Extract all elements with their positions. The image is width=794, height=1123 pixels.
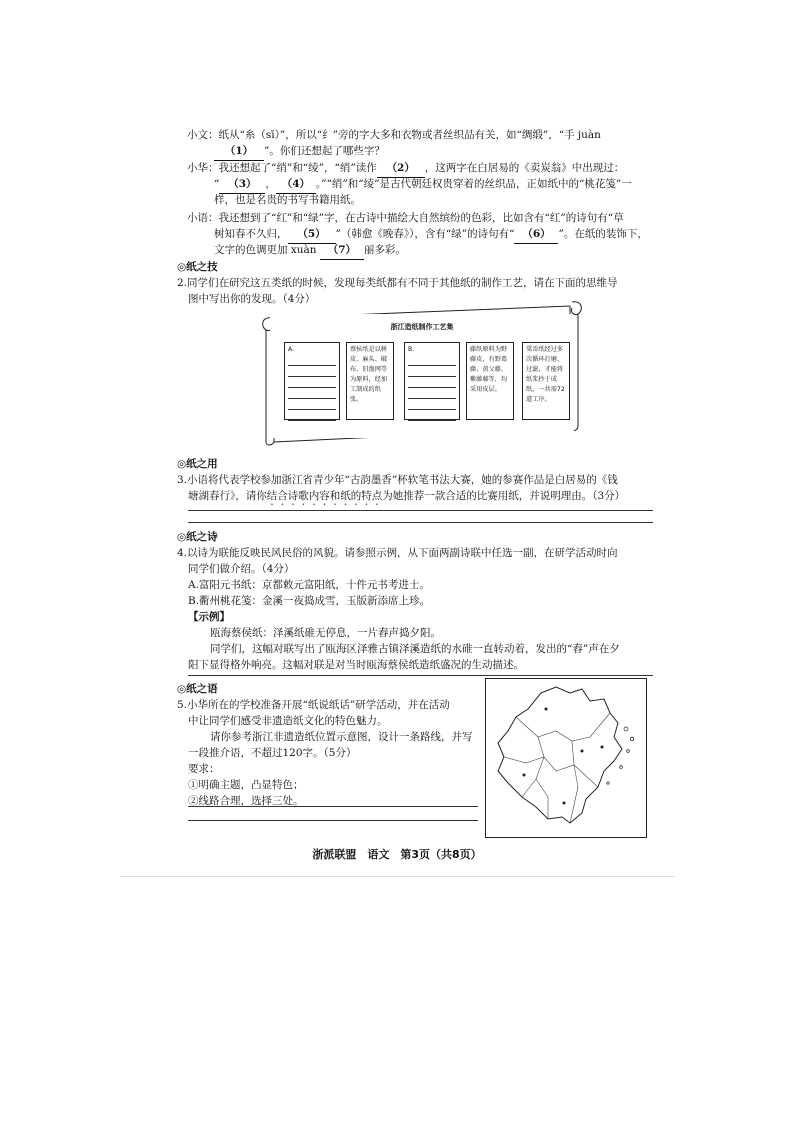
section-zhi-zhi-shi: ◎纸之诗 (177, 531, 218, 543)
q3-line-1: 3.小语将代表学校参加浙江省青少年“古韵墨香”杯软笔书法大赛，她的参赛作品是白居易的《钱 (177, 474, 618, 486)
blank-6: （6） (514, 226, 558, 244)
blank-3: （3） (219, 176, 265, 194)
q4-option-a: A.富阳元书纸：京都敕元富阳纸，十件元书考进士。 (188, 579, 430, 591)
blank-5: （5） (288, 226, 336, 244)
mind-map-title: 浙江造纸制作工艺集 (390, 323, 454, 331)
q4-line-1: 4.以诗为联能反映民风民俗的风貌。请参照示例，从下面两副诗联中任选一副，在研学活动时向 (177, 547, 618, 559)
answer-line-q4[interactable] (188, 675, 653, 676)
card-b-label: B. (408, 346, 415, 353)
q5-line-1: 5.小华所在的学校准备开展“纸说纸话”研学活动，并在活动 (177, 699, 450, 711)
card-caihou-paper: 蔡侯纸是以树皮、麻头、破布、旧渔网等为原料，经加工制成的纸张。 (346, 342, 394, 420)
page-footer: 浙派联盟 语文 第3页（共8页） (312, 848, 482, 861)
xiaohua-line-1: 小华：我还想起了“绡”和“绫”，“绡”读作 （2） ，这两字在白居易的《卖炭翁》中出现过： (187, 160, 624, 178)
q2-line-1: 2.同学们在研究这五类纸的时候，发现每类纸都有不同于其他纸的制作工艺，请在下面的思维导 (177, 277, 618, 289)
answer-line-q5-2[interactable] (188, 820, 478, 821)
section-zhi-zhi-ji: ◎纸之技 (177, 261, 218, 273)
card-teng-paper: 藤纸原料为野藤皮，有野葛藤、黄父藤、紫藤藤等，均采用皮层。 (466, 342, 514, 420)
q5-requirement-1: ①明确主题，凸显特色； (188, 779, 304, 791)
scroll-body (270, 314, 574, 438)
card-a-blank[interactable] (284, 342, 340, 420)
xiaoyu-line-2: 树知春不久归， （5） ”（韩愈《晚春》），含有“绿”的诗句有“ （6） ”。在纸的装饰下， (214, 226, 648, 244)
blank-2: （2） (377, 160, 425, 178)
answer-line-q3-1[interactable] (188, 510, 653, 511)
page-bottom-rule (120, 876, 675, 877)
zhejiang-map-outline (486, 679, 646, 837)
zhejiang-paper-map (485, 678, 647, 838)
xiaohua-line-3: 样，也是名贵的书写书籍用纸。 (214, 194, 361, 206)
blank-7: （7） (320, 242, 364, 260)
q4-example-line-2: 阳下显得格外响亮。这幅对联是对当时瓯海蔡侯纸造纸盛况的生动描述。 (188, 659, 524, 671)
q4-option-b: B.衢州桃花笺：金溪一夜捣成雪，玉版新添席上珍。 (188, 595, 431, 607)
q5-line-4: 一段推介语，不超过120字。（5分） (188, 747, 357, 759)
section-zhi-zhi-yong: ◎纸之用 (177, 458, 218, 470)
q4-example-couplet: 瓯海蔡侯纸：泽溪纸碓无停息，一片舂声捣夕阳。 (210, 627, 441, 639)
q3-line-2: 塘湖春行》，请你结合诗歌内容和纸的特点为她推荐一款合适的比赛用纸，并说明理由。（3分） (188, 490, 626, 502)
q5-requirement-2: ②线路合理，选择三处。 (188, 795, 304, 807)
blank-1: （1） (214, 143, 264, 161)
xiaohua-line-2: “ （3） ， （4） 。”“绡”和“绫”是古代朝廷权贵穿着的丝织品，正如纸中的“桃花笺”一 (214, 176, 632, 194)
answer-line-q3-2[interactable] (188, 522, 653, 523)
q4-example-line-1: 同学们，这幅对联写出了瓯海区泽雅古镇泽溪造纸的水碓一直转动着，发出的“舂”声在夕 (210, 643, 620, 655)
xiaowen-line-1: 小文：纸从“糸（sī）”，所以“纟”旁的字大多和衣物或者丝织品有关，如“绸缎”，“手 juàn (187, 129, 601, 141)
blank-4: （4） (276, 176, 316, 194)
xiaowen-line-2: （1） ”。你们还想起了哪些字？ (214, 143, 385, 161)
q5-line-2: 中让同学们感受非遗造纸文化的特色魅力。 (188, 715, 388, 727)
q5-requirements-label: 要求： (188, 763, 220, 775)
card-a-label: A. (288, 346, 295, 353)
card-b-blank[interactable] (404, 342, 460, 420)
section-zhi-zhi-yu: ◎纸之语 (177, 683, 218, 695)
answer-line-q5-1[interactable] (188, 806, 478, 807)
q4-line-2: 同学们做介绍。（4分） (188, 563, 295, 575)
xiaoyu-line-3: 文字的色调更加 xuàn （7） 丽多彩。 (214, 242, 406, 260)
mind-map-scroll (258, 296, 586, 446)
q5-line-3: 请你参考浙江非遗造纸位置示意图，设计一条路线，并写 (210, 731, 473, 743)
xiaoyu-line-1: 小语：我还想到了“红”和“绿”字，在古诗中描绘大自然缤纷的色彩，比如含有“红”的诗句有“草 (187, 212, 624, 224)
card-tangao-paper: 棠岙纸经过多次循环打磨、过滤，才能将纸浆抄于成纸，一共需72道工序。 (522, 342, 570, 420)
q4-example-tag: 【示例】 (188, 611, 230, 623)
q2-line-2: 图中写出你的发现。（4分） (188, 293, 316, 305)
